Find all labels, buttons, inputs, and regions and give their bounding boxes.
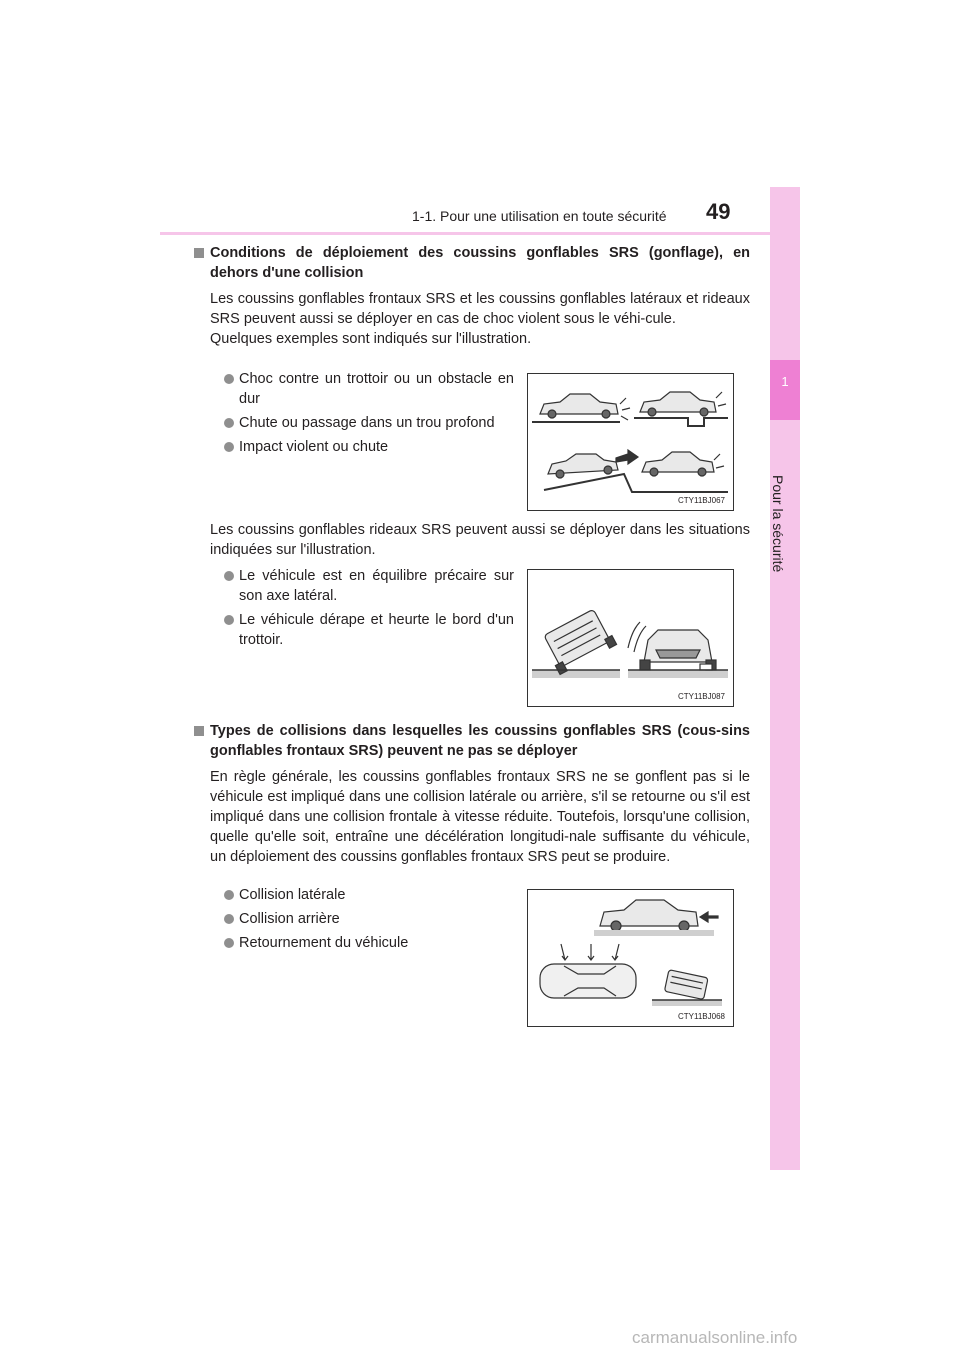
bullet-list [224, 369, 514, 461]
illustration-car-impacts [528, 374, 733, 510]
chapter-label: Pour la sécurité [770, 475, 786, 573]
section-paragraph: Quelques exemples sont indiqués sur l'illustration. [210, 331, 532, 347]
figure-code: CTY11BJ068 [678, 1012, 725, 1021]
section-heading: Types de collisions dans lesquelles les coussins gonflables SRS (cous-sins gonflables frontaux SRS) peuvent ne pas se déployer [194, 721, 750, 761]
figure-non-deployment [527, 889, 734, 1027]
list-item: Le véhicule dérape et heurte le bord d'un trottoir. [224, 610, 514, 650]
square-bullet-icon [194, 726, 204, 736]
bullet-list [224, 566, 514, 654]
list-item: Impact violent ou chute [224, 437, 514, 457]
figure-code: CTY11BJ067 [678, 496, 725, 505]
section-header-title: 1-1. Pour une utilisation en toute sécurité [412, 208, 667, 224]
section-paragraph: Les coussins gonflables rideaux SRS peuvent aussi se déployer dans les situations indiquées sur l'illustration. [210, 522, 750, 558]
circle-bullet-icon [224, 374, 234, 384]
list-item: Chute ou passage dans un trou profond [224, 413, 514, 433]
list-item: Le véhicule est en équilibre précaire sur son axe latéral. [224, 566, 514, 606]
circle-bullet-icon [224, 914, 234, 924]
illustration-car-tilt [528, 570, 733, 706]
list-item: Retournement du véhicule [224, 933, 514, 953]
watermark: carmanualsonline.info [632, 1328, 798, 1347]
header-rule [160, 232, 800, 235]
circle-bullet-icon [224, 890, 234, 900]
chapter-side-tab [770, 187, 800, 1170]
list-item: Choc contre un trottoir ou un obstacle en dur [224, 369, 514, 409]
chapter-number: 1 [781, 374, 789, 389]
figure-curtain-situations [527, 569, 734, 707]
section-deployment-conditions [210, 243, 750, 349]
illustration-side-rear-rollover [528, 890, 733, 1026]
section-non-deployment-types [210, 721, 750, 867]
chapter-tab-marker [770, 360, 800, 420]
bullet-list [224, 885, 514, 957]
circle-bullet-icon [224, 442, 234, 452]
list-item: Collision latérale [224, 885, 514, 905]
circle-bullet-icon [224, 571, 234, 581]
circle-bullet-icon [224, 615, 234, 625]
page-number: 49 [706, 199, 731, 224]
section-curtain-conditions [210, 520, 750, 560]
section-paragraph: Les coussins gonflables frontaux SRS et les coussins gonflables latéraux et rideaux SRS peuvent aussi se déployer en cas de choc violent sous le véhi-cule. [210, 291, 750, 327]
square-bullet-icon [194, 248, 204, 258]
figure-code: CTY11BJ087 [678, 692, 725, 701]
section-heading: Conditions de déploiement des coussins gonflables SRS (gonflage), en dehors d'une collision [194, 243, 750, 283]
figure-impact-examples [527, 373, 734, 511]
list-item: Collision arrière [224, 909, 514, 929]
section-paragraph: En règle générale, les coussins gonflables frontaux SRS ne se gonflent pas si le véhicule est impliqué dans une collision latérale ou arrière, s'il se retourne ou s'il est impliqué dans une collision frontale à vitesse réduite. Toutefois, lorsqu'une collision, quelle qu'elle soit, entraîne une décélération longitudi-nale suffisante du véhicule, un déploiement des coussins gonflables frontaux SRS peut se produire. [210, 769, 750, 865]
circle-bullet-icon [224, 938, 234, 948]
circle-bullet-icon [224, 418, 234, 428]
